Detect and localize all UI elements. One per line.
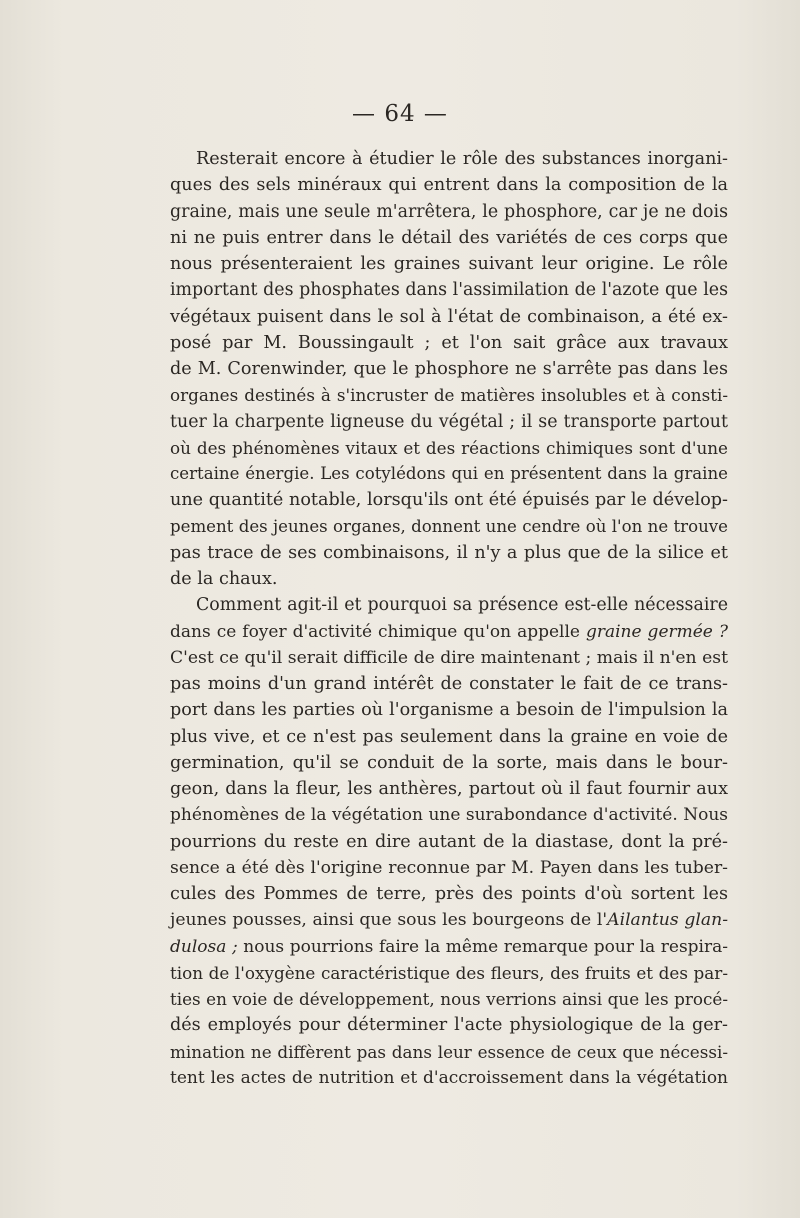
line-text: nous présenteraient les graines suivant leur origine. Le rôle (170, 254, 728, 274)
text-line (170, 199, 728, 225)
line-text: ques des sels minéraux qui entrent dans la composition de la (170, 175, 728, 196)
text-line (170, 934, 728, 960)
line-text: tion de l'oxygène caractéristique des fleurs, des fruits et des par- (170, 962, 728, 983)
text-line (170, 540, 728, 566)
line-text: pas moins d'un grand intérêt de constater le fait de ce trans- (170, 674, 728, 694)
text-line (170, 330, 728, 356)
line-text: jeunes pousses, ainsi que sous les bourgeons de l' (170, 910, 608, 931)
text-line (170, 409, 728, 435)
line-text: ties en voie de développement, nous verrions ainsi que les procé- (170, 989, 728, 1009)
line-text: nous pourrions faire la même remarque pour la respira- (237, 936, 728, 957)
text-line (170, 619, 728, 645)
text-line (170, 304, 728, 330)
line-text: Comment agit-il et pourquoi sa présence est-elle nécessaire (196, 595, 728, 616)
line-text: graine, mais une seule m'arrêtera, le phosphore, car je ne dois (170, 201, 728, 222)
line-text: posé par M. Boussingault ; et l'on sait grâce aux travaux (170, 332, 728, 353)
line-text: mination ne diffèrent pas dans leur essence de ceux que nécessi- (170, 1041, 728, 1062)
text-line (170, 1065, 728, 1091)
line-text: important des phosphates dans l'assimilation de l'azote que les (170, 280, 728, 301)
italic-text: dulosa ; (170, 936, 238, 957)
text-line (170, 277, 728, 303)
line-text: cules des Pommes de terre, près des points d'où sortent les (170, 884, 728, 904)
line-text: geon, dans la fleur, les anthères, partout où il faut fournir aux (170, 779, 728, 799)
line-text: tent les actes de nutrition et d'accroissement dans la végétation (170, 1067, 728, 1088)
text-line (170, 382, 728, 408)
text-line (170, 566, 728, 592)
text-line (170, 671, 728, 697)
line-text: tuer la charpente ligneuse du végétal ; il se transporte partout (170, 411, 728, 432)
text-line (170, 697, 728, 723)
text-line (170, 907, 728, 933)
line-text: une quantité notable, lorsqu'ils ont été épuisés par le dévelop- (170, 490, 728, 511)
line-text: phénomènes de la végétation une surabondance d'activité. Nous (170, 805, 728, 826)
line-text: port dans les parties où l'organisme a besoin de l'impulsion la (170, 700, 728, 721)
page-number: — 64 — (352, 101, 448, 127)
text-line (170, 146, 728, 172)
text-line (170, 881, 728, 907)
text-line (170, 986, 728, 1012)
text-line (170, 172, 728, 198)
text-line (170, 802, 728, 828)
text-line (170, 645, 728, 671)
text-line (170, 251, 728, 277)
text-line (170, 225, 728, 251)
text-line (170, 776, 728, 802)
italic-text: Ailantus glan- (607, 910, 729, 931)
line-text: de la chaux. (170, 569, 278, 589)
text-line (170, 592, 728, 618)
line-text: pement des jeunes organes, donnent une cendre où l'on ne trouve (170, 516, 728, 536)
text-line (170, 855, 728, 881)
line-text: pas trace de ses combinaisons, il n'y a plus que de la silice et (170, 542, 728, 563)
line-text: végétaux puisent dans le sol à l'état de combinaison, a été ex- (170, 306, 728, 327)
line-text: pourrions du reste en dire autant de la diastase, dont la pré- (170, 831, 728, 852)
text-line (170, 724, 728, 750)
text-line (170, 750, 728, 776)
line-text: de M. Corenwinder, que le phosphore ne s'arrête pas dans les (170, 359, 728, 379)
line-text: Resterait encore à étudier le rôle des substances inorgani- (196, 149, 728, 169)
line-text: plus vive, et ce n'est pas seulement dans la graine en voie de (170, 726, 728, 747)
line-text: dans ce foyer d'activité chimique qu'on appelle (170, 621, 586, 642)
text-line (170, 356, 728, 382)
line-text: germination, qu'il se conduit de la sorte, mais dans le bour- (170, 752, 728, 773)
line-text: ni ne puis entrer dans le détail des variétés de ces corps que (170, 227, 728, 248)
text-line (170, 1039, 728, 1065)
text-line (170, 960, 728, 986)
line-text: C'est ce qu'il serait difficile de dire maintenant ; mais il n'en est (170, 647, 728, 668)
italic-text: graine germée ? (585, 621, 728, 642)
text-line (170, 1012, 728, 1038)
line-text: organes destinés à s'incruster de matières insolubles et à consti- (170, 385, 728, 406)
body-text (170, 146, 728, 1091)
text-line (170, 461, 728, 487)
text-line (170, 435, 728, 461)
line-text: certaine énergie. Les cotylédons qui en présentent dans la graine (170, 464, 728, 483)
line-text: sence a été dès l'origine reconnue par M. Payen dans les tuber- (170, 857, 728, 878)
line-text: dés employés pour déterminer l'acte physiologique de la ger- (170, 1015, 728, 1036)
text-line (170, 514, 728, 540)
line-text: où des phénomènes vitaux et des réactions chimiques sont d'une (170, 437, 728, 458)
text-line (170, 829, 728, 855)
text-line (170, 487, 728, 513)
